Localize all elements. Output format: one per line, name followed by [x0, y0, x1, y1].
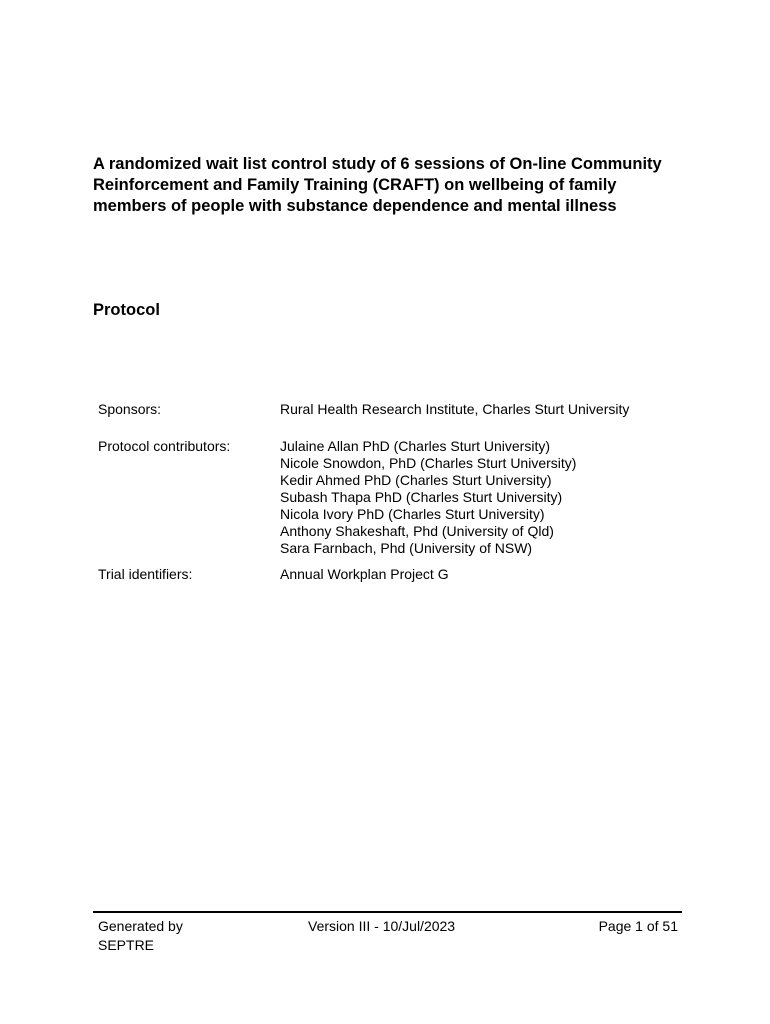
contributor-item: Anthony Shakeshaft, Phd (University of Qld)	[280, 523, 554, 539]
document-subtitle: Protocol	[93, 301, 160, 319]
footer-divider	[93, 911, 682, 913]
trial-identifiers-value: Annual Workplan Project G	[280, 566, 449, 582]
footer-generated-by: Generated by SEPTRE	[98, 918, 183, 953]
footer-version: Version III - 10/Jul/2023	[308, 918, 456, 934]
sponsors-row	[98, 401, 698, 438]
document-title: A randomized wait list control study of 6 sessions of On-line Community Reinforcement and Family Training (CRAFT) on wellbeing of family members of people with substance dependence and mental illness	[93, 155, 662, 215]
contributor-item: Nicola Ivory PhD (Charles Sturt University)	[280, 506, 545, 522]
sponsors-label: Sponsors:	[98, 401, 162, 417]
sponsors-value: Rural Health Research Institute, Charles Sturt University	[280, 401, 630, 417]
contributor-item: Julaine Allan PhD (Charles Sturt University)	[280, 438, 550, 454]
contributor-item: Subash Thapa PhD (Charles Sturt University)	[280, 489, 563, 505]
footer-page-number: Page 1 of 51	[598, 918, 678, 934]
protocol-info-table	[98, 401, 698, 583]
contributors-row	[98, 438, 698, 566]
trial-identifiers-row	[98, 566, 698, 583]
contributor-item: Nicole Snowdon, PhD (Charles Sturt University)	[280, 455, 577, 471]
contributor-item: Sara Farnbach, Phd (University of NSW)	[280, 540, 533, 556]
contributors-list	[280, 438, 698, 566]
contributor-item: Kedir Ahmed PhD (Charles Sturt University)	[280, 472, 552, 488]
contributors-label: Protocol contributors:	[98, 438, 231, 454]
trial-identifiers-label: Trial identifiers:	[98, 566, 193, 582]
